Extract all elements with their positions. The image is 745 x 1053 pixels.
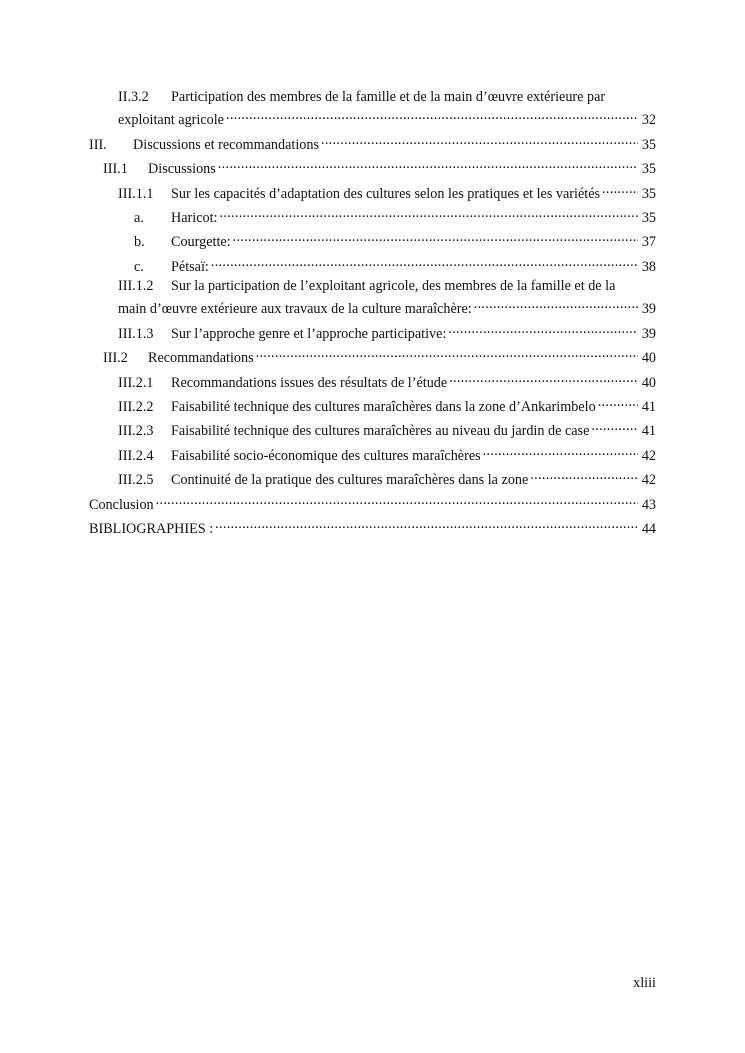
dot-leader: [321, 131, 638, 149]
toc-entry-title: Pétsaï:: [171, 258, 209, 275]
toc-entry-title: Faisabilité technique des cultures maraîchères dans la zone d’Ankarimbelo: [171, 399, 596, 416]
toc-entry-number: III.2.1: [118, 374, 154, 391]
toc-entry-page: 38: [641, 258, 656, 275]
dot-leader: [256, 344, 638, 362]
toc-entry-bibliographies[interactable]: [89, 515, 656, 539]
dot-leader: [483, 442, 638, 460]
toc-entry-number: III.2: [103, 350, 128, 367]
toc-entry-number: III.2.4: [118, 447, 154, 464]
table-of-contents: [89, 88, 656, 539]
toc-entry-page: 35: [641, 209, 656, 226]
toc-entry-title: Faisabilité technique des cultures maraîchères au niveau du jardin de case: [171, 423, 590, 440]
toc-entry-III-1[interactable]: [89, 155, 656, 179]
toc-entry-III-1-3[interactable]: [89, 320, 656, 344]
toc-entry-III-2-3[interactable]: [89, 417, 656, 441]
dot-leader: [449, 369, 638, 387]
toc-entry-II-3-2[interactable]: [89, 88, 656, 129]
toc-entry-title: Conclusion: [89, 496, 154, 513]
toc-entry-page: 40: [641, 374, 656, 391]
toc-entry-title: Sur la participation de l’exploitant agricole, des membres de la famille et de la: [171, 278, 616, 295]
toc-entry-title-continued: main d’œuvre extérieure aux travaux de la culture maraîchère:: [118, 301, 472, 318]
dot-leader: [219, 204, 638, 222]
toc-entry-a[interactable]: [89, 204, 656, 228]
toc-entry-III-1-2[interactable]: [89, 277, 656, 318]
toc-entry-page: 40: [641, 350, 656, 367]
toc-entry-title: Discussions: [148, 161, 216, 178]
toc-entry-title: Courgette:: [171, 234, 231, 251]
toc-entry-title: Sur l’approche genre et l’approche participative:: [171, 325, 447, 342]
toc-entry-page: 42: [641, 472, 656, 489]
toc-entry-number: III.1.1: [118, 185, 154, 202]
toc-entry-number: III.1.3: [118, 325, 154, 342]
toc-entry-number: III.1.2: [118, 278, 154, 295]
toc-entry-title: Recommandations issues des résultats de l’étude: [171, 374, 448, 391]
toc-entry-title: Continuité de la pratique des cultures maraîchères dans la zone: [171, 472, 529, 489]
toc-entry-page: 35: [641, 161, 656, 178]
toc-entry-page: 35: [641, 185, 656, 202]
page-number: xliii: [633, 975, 656, 991]
toc-entry-title: Discussions et recommandations: [133, 136, 319, 153]
dot-leader: [211, 253, 638, 271]
toc-entry-page: 37: [641, 234, 656, 251]
dot-leader: [156, 491, 638, 509]
toc-entry-page: 35: [641, 136, 656, 153]
toc-entry-number: II.3.2: [118, 89, 149, 105]
toc-entry-page: 43: [641, 496, 656, 513]
toc-entry-title: Recommandations: [148, 350, 254, 367]
toc-entry-III-2[interactable]: [89, 344, 656, 368]
dot-leader: [598, 393, 638, 411]
toc-entry-page: 44: [641, 521, 656, 537]
toc-entry-number: III.2.5: [118, 472, 154, 489]
dot-leader: [448, 320, 638, 338]
toc-entry-III-2-4[interactable]: [89, 442, 656, 466]
toc-entry-title: Participation des membres de la famille et de la main d’œuvre extérieure par: [171, 89, 606, 105]
toc-entry-title: Faisabilité socio-économique des cultures maraîchères: [171, 447, 481, 464]
toc-entry-conclusion[interactable]: [89, 491, 656, 515]
toc-entry-title: Haricot:: [171, 209, 218, 226]
toc-entry-title-continued: exploitant agricole: [118, 112, 224, 129]
dot-leader: [226, 106, 638, 124]
dot-leader: [218, 155, 638, 173]
toc-entry-III-2-5[interactable]: [89, 466, 656, 490]
toc-entry-page: 41: [641, 399, 656, 416]
toc-entry-III-2-1[interactable]: [89, 369, 656, 393]
toc-entry-number: III.1: [103, 161, 128, 178]
dot-leader: [591, 417, 638, 435]
toc-entry-page: 39: [641, 325, 656, 342]
toc-entry-page: 32: [641, 112, 656, 129]
toc-entry-number: III.2.2: [118, 399, 154, 416]
dot-leader: [474, 295, 638, 313]
toc-entry-page: 41: [641, 423, 656, 440]
toc-entry-number: c.: [134, 258, 144, 275]
toc-entry-number: a.: [134, 209, 144, 226]
toc-entry-number: III.2.3: [118, 423, 154, 440]
toc-entry-III-1-1[interactable]: [89, 180, 656, 204]
toc-entry-number: III.: [89, 136, 107, 153]
dot-leader: [215, 515, 638, 533]
toc-entry-c[interactable]: [89, 253, 656, 277]
dot-leader: [602, 180, 638, 198]
toc-entry-III[interactable]: [89, 131, 656, 155]
dot-leader: [233, 228, 638, 246]
toc-entry-b[interactable]: [89, 228, 656, 252]
toc-entry-title: Sur les capacités d’adaptation des cultures selon les pratiques et les variétés: [171, 185, 601, 202]
toc-entry-page: 39: [641, 301, 656, 318]
toc-entry-number: b.: [134, 234, 145, 251]
toc-entry-title: BIBLIOGRAPHIES :: [89, 521, 214, 537]
toc-entry-III-2-2[interactable]: [89, 393, 656, 417]
toc-entry-page: 42: [641, 447, 656, 464]
dot-leader: [530, 466, 638, 484]
